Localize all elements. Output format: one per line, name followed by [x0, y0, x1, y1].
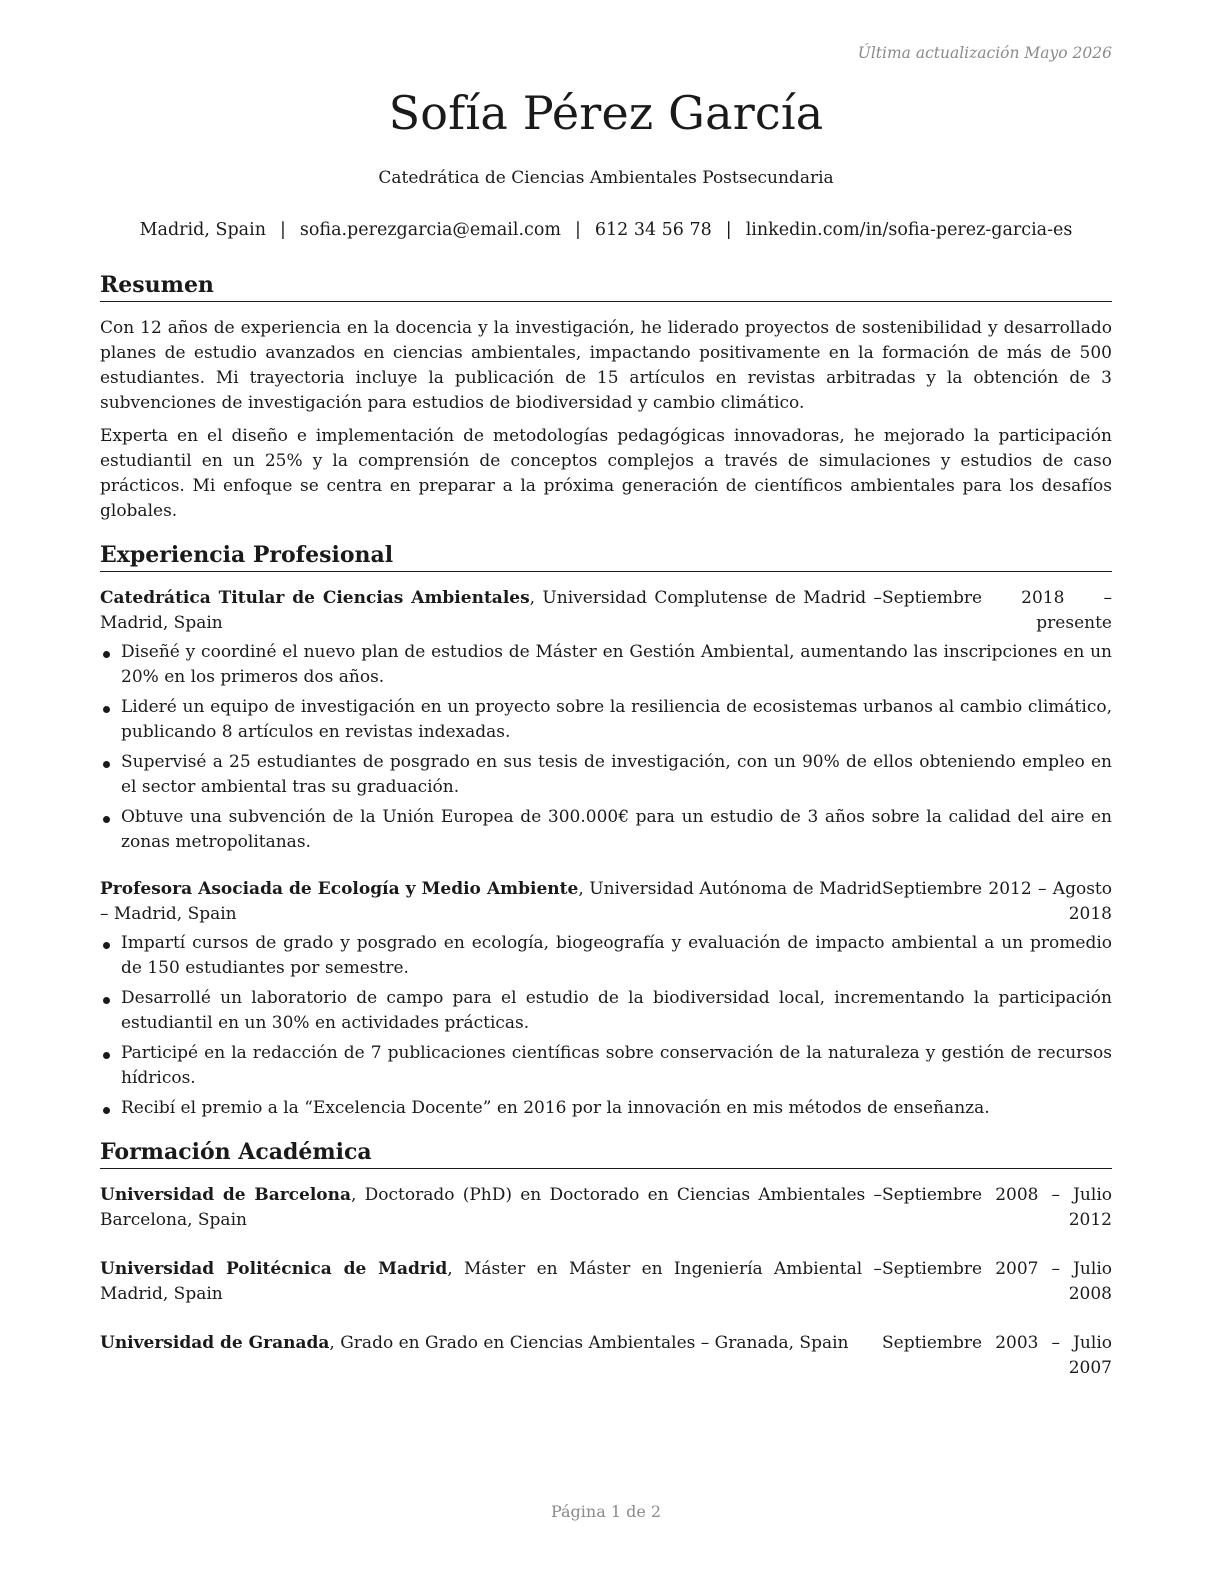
education-title-line: [100, 1183, 882, 1233]
contact-linkedin[interactable]: linkedin.com/in/sofia-perez-garcia-es: [745, 220, 1073, 240]
candidate-name: Sofía Pérez García: [388, 86, 824, 140]
contact-separator: |: [574, 220, 581, 240]
experience-heading: Experiencia Profesional: [100, 540, 1112, 572]
job-title-line: [100, 877, 882, 927]
job-header: [100, 877, 1112, 927]
contact-separator: |: [279, 220, 286, 240]
education-title-line: [100, 1257, 882, 1307]
bullet-icon: [103, 651, 110, 658]
last-updated: Última actualización Mayo 2026: [857, 44, 1112, 62]
bullet-icon: [103, 997, 110, 1004]
education-heading: Formación Académica: [100, 1137, 1112, 1169]
education-title-line: [100, 1331, 882, 1381]
job-entry: [100, 877, 1112, 1121]
contact-phone: 612 34 56 78: [594, 220, 712, 240]
bullet-icon: [103, 761, 110, 768]
job-header: [100, 586, 1112, 636]
bullet-text: Lideré un equipo de investigación en un proyecto sobre la resiliencia de ecosistemas urbanos al cambio climático, publicando 8 artículos en revistas indexadas.: [121, 697, 1112, 742]
education-entry: [100, 1257, 1112, 1307]
bullet-text: Supervisé a 25 estudiantes de posgrado en sus tesis de investigación, con un 90% de ellos obteniendo empleo en el sector ambiental tras su graduación.: [121, 752, 1112, 797]
education-entry: [100, 1183, 1112, 1233]
list-item: [100, 805, 1112, 855]
list-item: [100, 695, 1112, 745]
list-item: [100, 986, 1112, 1036]
bullet-text: Desarrollé un laboratorio de campo para el estudio de la biodiversidad local, incrementando la participación estudiantil en un 30% en actividades prácticas.: [121, 988, 1112, 1033]
job-org-location: , Universidad Complutense de Madrid – Madrid, Spain: [100, 588, 882, 633]
education-school: Universidad Politécnica de Madrid: [100, 1259, 448, 1279]
summary-paragraph: Experta en el diseño e implementación de metodologías pedagógicas innovadoras, he mejorado la participación estudiantil en un 25% y la comprensión de conceptos complejos a través de simulaciones y estudios de caso prácticos. Mi enfoque se centra en preparar a la próxima generación de científicos ambientales para los desafíos globales.: [100, 426, 1112, 521]
resume-content: [100, 270, 1112, 1381]
education-school: Universidad de Barcelona: [100, 1185, 352, 1205]
job-entry: [100, 586, 1112, 855]
bullet-text: Obtuve una subvención de la Unión Europea de 300.000€ para un estudio de 3 años sobre la calidad del aire en zonas metropolitanas.: [121, 807, 1112, 852]
job-bullets: [100, 931, 1112, 1121]
list-item: [100, 750, 1112, 800]
bullet-icon: [103, 706, 110, 713]
job-role: Catedrática Titular de Ciencias Ambientales: [100, 588, 530, 608]
education-detail: , Máster en Máster en Ingeniería Ambiental – Madrid, Spain: [100, 1259, 882, 1304]
education-dates: Septiembre 2007 – Julio 2008: [882, 1259, 1112, 1304]
bullet-text: Diseñé y coordiné el nuevo plan de estudios de Máster en Gestión Ambiental, aumentando las inscripciones en un 20% en los primeros dos años.: [121, 642, 1112, 687]
bullet-icon: [103, 1052, 110, 1059]
education-dates: Septiembre 2008 – Julio 2012: [882, 1185, 1112, 1230]
job-dates: Septiembre 2018 – presente: [882, 588, 1112, 633]
job-bullets: [100, 640, 1112, 855]
job-org-location: , Universidad Autónoma de Madrid – Madrid, Spain: [100, 879, 882, 924]
contact-location: Madrid, Spain: [139, 220, 266, 240]
bullet-text: Recibí el premio a la “Excelencia Docente” en 2016 por la innovación en mis métodos de enseñanza.: [121, 1098, 990, 1118]
list-item: [100, 640, 1112, 690]
summary-paragraph: Con 12 años de experiencia en la docencia y la investigación, he liderado proyectos de sostenibilidad y desarrollado planes de estudio avanzados en ciencias ambientales, impactando positivamente en la formación de más de 500 estudiantes. Mi trayectoria incluye la publicación de 15 artículos en revistas arbitradas y la obtención de 3 subvenciones de investigación para estudios de biodiversidad y cambio climático.: [100, 318, 1112, 413]
education-detail: , Grado en Grado en Ciencias Ambientales – Granada, Spain: [329, 1333, 849, 1353]
bullet-icon: [103, 816, 110, 823]
summary-section: [100, 316, 1112, 524]
education-dates: Septiembre 2003 – Julio 2007: [882, 1333, 1112, 1378]
resume-page: [100, 0, 1112, 1584]
bullet-text: Impartí cursos de grado y posgrado en ecología, biogeografía y evaluación de impacto ambiental a un promedio de 150 estudiantes por semestre.: [121, 933, 1112, 978]
contact-email[interactable]: sofia.perezgarcia@email.com: [299, 220, 561, 240]
list-item: [100, 1041, 1112, 1091]
education-detail: , Doctorado (PhD) en Doctorado en Ciencias Ambientales – Barcelona, Spain: [100, 1185, 882, 1230]
bullet-icon: [103, 942, 110, 949]
contact-separator: |: [725, 220, 732, 240]
education-school: Universidad de Granada: [100, 1333, 330, 1353]
summary-heading: Resumen: [100, 270, 1112, 302]
page-number: Página 1 de 2: [550, 1502, 662, 1521]
job-dates: Septiembre 2012 – Agosto 2018: [882, 879, 1112, 924]
list-item: [100, 931, 1112, 981]
list-item: [100, 1096, 1112, 1121]
candidate-title: Catedrática de Ciencias Ambientales Postsecundaria: [378, 168, 834, 188]
bullet-text: Participé en la redacción de 7 publicaciones científicas sobre conservación de la naturaleza y gestión de recursos hídricos.: [121, 1043, 1112, 1088]
education-entry: [100, 1331, 1112, 1381]
job-title-line: [100, 586, 882, 636]
job-role: Profesora Asociada de Ecología y Medio Ambiente: [100, 879, 579, 899]
bullet-icon: [103, 1107, 110, 1114]
contact-line: [100, 220, 1112, 240]
